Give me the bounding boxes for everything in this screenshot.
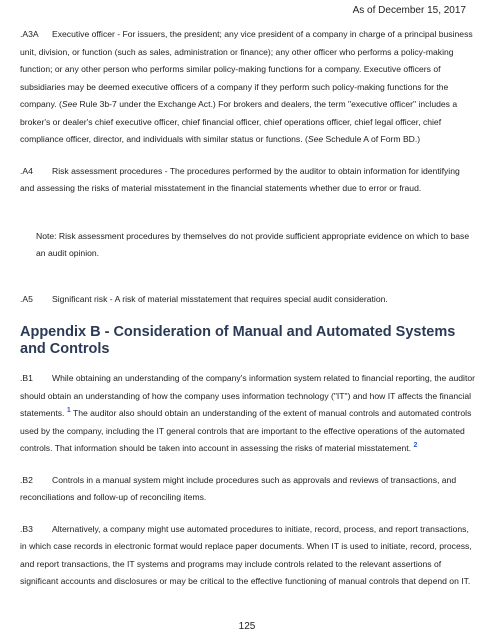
see-citation: See	[61, 99, 78, 109]
paragraph-number: .A3A	[20, 29, 39, 39]
paragraph-a5	[20, 291, 475, 309]
paragraph-text: Alternatively, a company might use automated procedures to initiate, record, process, and report transactions, in which case records in electronic format would replace paper documents. When IT is used to initiate, record, process, and report transactions, the IT systems and programs may include controls related to the relevant assertions of significant accounts and disclosures or may be critical to the effective functioning of manual controls that depend on IT.	[20, 523, 472, 586]
paragraph-a3a	[20, 26, 475, 149]
footnote-link-2[interactable]: 2	[413, 442, 418, 450]
paragraph-text: Executive officer - For issuers, the president; any vice president of a company in charge of a principal business unit, division, or function (such as sales, administration or finance); any other officer who performs a policy-making function; or any other person who performs similar policy-making functions for a company. Executive officers of subsidiaries may be deemed executive officers of a company if they perform such policy-making functions for the company. (	[20, 29, 473, 109]
paragraph-number: .B2	[20, 474, 33, 485]
paragraph-number: .A5	[20, 293, 33, 304]
paragraph-text: Rule 3b-7 under the Exchange Act.) For brokers and dealers, the term "executive officer" includes a broker's or dealer's chief executive officer, chief financial officer, chief operations officer, chief legal officer, chief compliance officer, director, and individuals with similar status or functions. (	[20, 99, 458, 144]
paragraph-text: Controls in a manual system might include procedures such as approvals and reviews of transactions, and reconciliations and follow-up of reconciling items.	[20, 474, 457, 502]
paragraph-number: .A4	[20, 165, 33, 176]
document-body	[20, 26, 475, 591]
see-citation: See	[307, 134, 324, 144]
footnote-link-1[interactable]: 1	[66, 407, 71, 415]
paragraph-text: Risk assessment procedures - The procedures performed by the auditor to obtain information for identifying and assessing the risks of material misstatement in the financial statements whether due to error or fraud.	[20, 165, 460, 193]
paragraph-text: Significant risk - A risk of material misstatement that requires special audit consideration.	[52, 293, 388, 304]
paragraph-b2	[20, 472, 475, 507]
note-block: Note: Risk assessment procedures by themselves do not provide sufficient appropriate evidence on which to base an audit opinion.	[36, 230, 470, 258]
appendix-heading: Appendix B - Consideration of Manual and Automated Systems and Controls	[20, 324, 456, 357]
paragraph-b1	[20, 370, 475, 458]
paragraph-a4	[20, 163, 475, 198]
paragraph-number: .B1	[20, 373, 33, 383]
paragraph-b3	[20, 521, 475, 591]
paragraph-number: .B3	[20, 523, 33, 534]
paragraph-text: The auditor also should obtain an understanding of the extent of manual controls and automated controls used by the company, including the IT general controls that are important to the effective operations of the automated controls. That information should be taken into account in assessing the risks of material misstatement.	[20, 408, 472, 453]
paragraph-text: Schedule A of Form BD.)	[323, 134, 421, 144]
page-date: As of December 15, 2017	[352, 5, 466, 16]
page-number: 125	[238, 621, 256, 632]
paragraph-text: While obtaining an understanding of the company's information system related to financial reporting, the auditor should obtain an understanding of how the company uses information technology ("IT") and how IT affects the financial statements.	[20, 373, 475, 418]
